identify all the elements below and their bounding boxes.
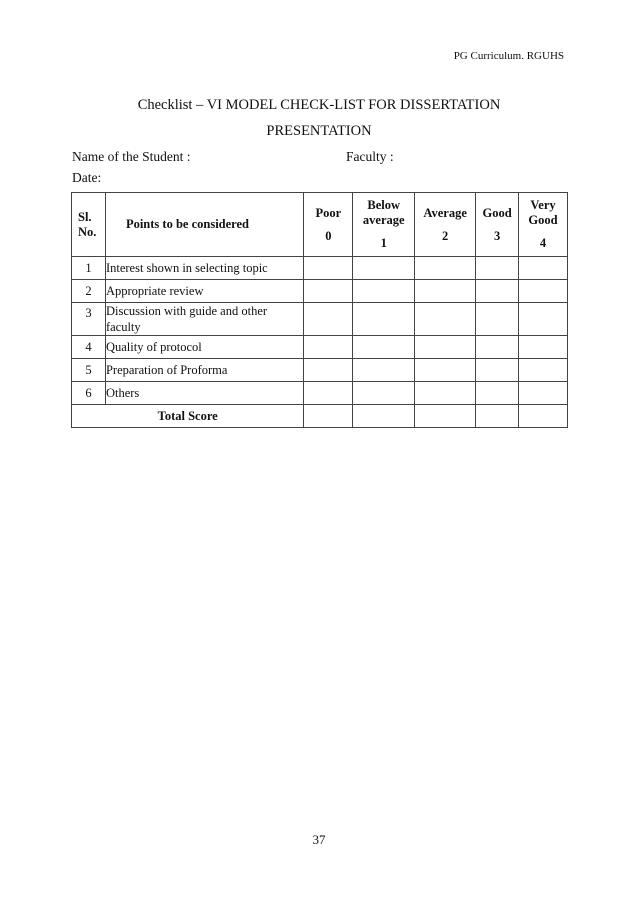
row-number: 3 — [72, 303, 106, 336]
score-cell — [415, 257, 476, 280]
checklist-table — [71, 192, 568, 428]
score-cell — [304, 359, 353, 382]
score-cell — [476, 359, 519, 382]
score-cell — [476, 405, 519, 428]
score-cell — [353, 382, 415, 405]
page-header: PG Curriculum. RGUHS — [453, 50, 564, 62]
score-cell — [415, 280, 476, 303]
score-cell — [476, 257, 519, 280]
score-cell — [519, 359, 568, 382]
score-cell — [304, 257, 353, 280]
points-header: Points to be considered — [105, 193, 303, 257]
score-cell — [415, 405, 476, 428]
score-cell — [476, 280, 519, 303]
score-cell — [476, 336, 519, 359]
score-cell — [519, 257, 568, 280]
score-cell — [519, 303, 568, 336]
row-point: Interest shown in selecting topic — [105, 257, 303, 280]
row-point: Others — [105, 382, 303, 405]
rating-header-average — [415, 193, 476, 257]
score-cell — [415, 303, 476, 336]
row-point: Quality of protocol — [105, 336, 303, 359]
sl-no-header: Sl. No. — [72, 193, 106, 257]
table-row — [72, 303, 568, 336]
title-line-2: PRESENTATION — [266, 123, 372, 139]
score-cell — [353, 257, 415, 280]
row-number: 2 — [72, 280, 106, 303]
faculty-label: Faculty : — [346, 149, 394, 164]
rating-value: 1 — [380, 236, 387, 250]
score-cell — [353, 303, 415, 336]
rating-header-very-good — [519, 193, 568, 257]
row-number: 5 — [72, 359, 106, 382]
rating-value: 3 — [493, 228, 501, 243]
table-row — [72, 359, 568, 382]
score-cell — [304, 280, 353, 303]
score-cell — [304, 336, 353, 359]
rating-label: Average — [423, 205, 467, 220]
score-cell — [304, 405, 353, 428]
row-point: Discussion with guide and other faculty — [105, 303, 303, 336]
table-row — [72, 257, 568, 280]
rating-label: Good — [482, 205, 512, 220]
row-point: Appropriate review — [105, 280, 303, 303]
score-cell — [415, 382, 476, 405]
page-number: 37 — [312, 832, 326, 847]
score-cell — [519, 405, 568, 428]
total-score-row — [72, 405, 568, 428]
score-cell — [476, 382, 519, 405]
score-cell — [353, 359, 415, 382]
table-row — [72, 280, 568, 303]
score-cell — [304, 303, 353, 336]
score-cell — [519, 280, 568, 303]
table-row — [72, 382, 568, 405]
row-number: 1 — [72, 257, 106, 280]
row-point: Preparation of Proforma — [105, 359, 303, 382]
student-name-label: Name of the Student : — [72, 149, 191, 164]
score-cell — [353, 405, 415, 428]
row-number: 6 — [72, 382, 106, 405]
document-title — [70, 92, 568, 144]
score-cell — [519, 382, 568, 405]
rating-label: Very Good — [528, 198, 558, 227]
rating-label: Below average — [362, 198, 405, 227]
score-cell — [353, 336, 415, 359]
rating-value: 0 — [325, 228, 332, 243]
rating-label: Poor — [315, 205, 342, 220]
table-header-row — [72, 193, 568, 257]
score-cell — [519, 336, 568, 359]
rating-header-poor — [304, 193, 353, 257]
rating-header-good — [476, 193, 519, 257]
rating-value: 2 — [442, 228, 449, 243]
rating-header-below-average — [353, 193, 415, 257]
score-cell — [415, 359, 476, 382]
score-cell — [476, 303, 519, 336]
title-line-1: Checklist – VI MODEL CHECK-LIST FOR DISSERTATION — [137, 97, 501, 113]
date-label: Date: — [72, 170, 102, 185]
total-score-label: Total Score — [72, 405, 304, 428]
score-cell — [415, 336, 476, 359]
row-number: 4 — [72, 336, 106, 359]
rating-value: 4 — [539, 236, 547, 250]
score-cell — [353, 280, 415, 303]
score-cell — [304, 382, 353, 405]
table-row — [72, 336, 568, 359]
